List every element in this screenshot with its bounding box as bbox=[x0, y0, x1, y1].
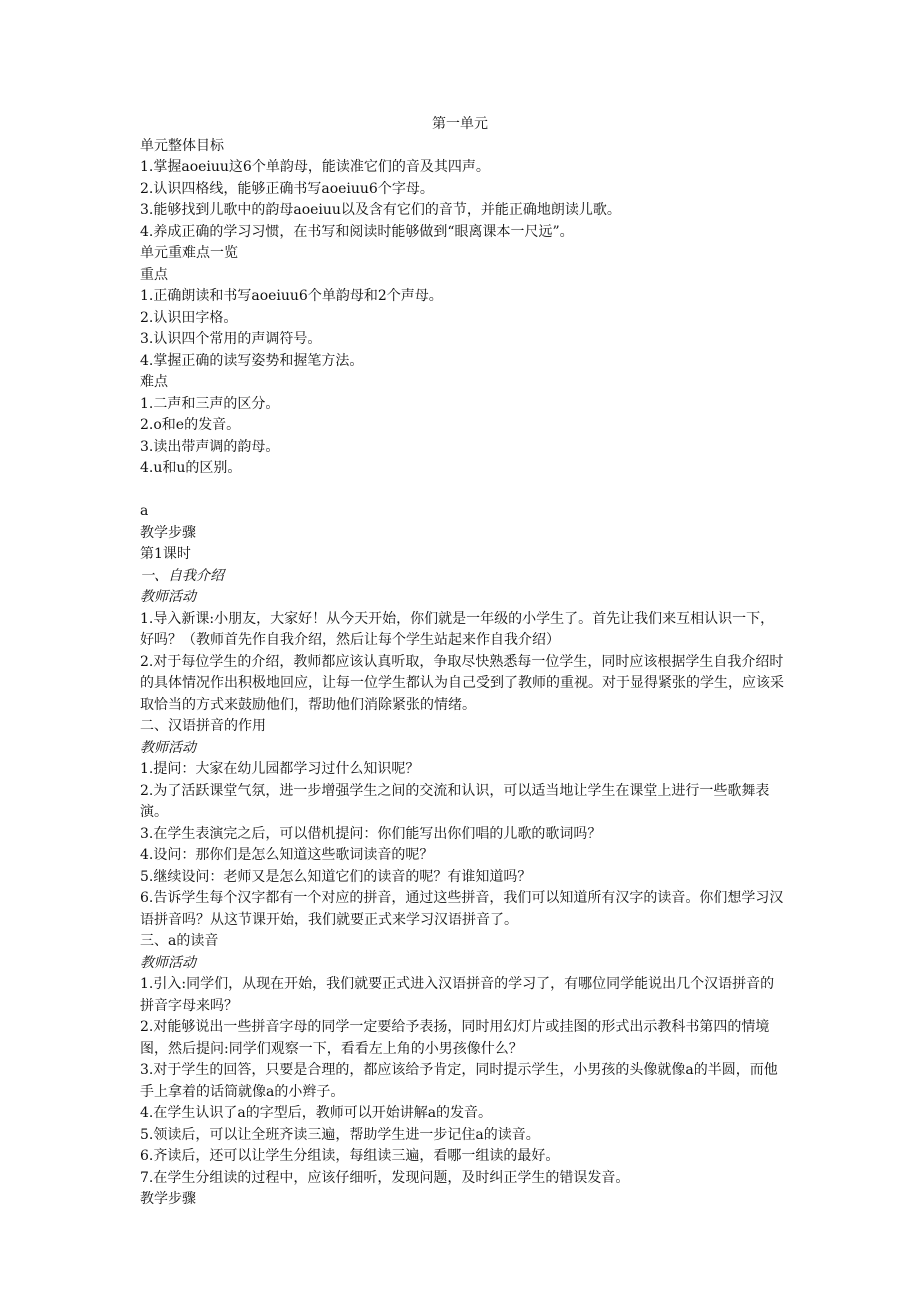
period-heading: 第1课时 bbox=[140, 546, 191, 562]
activity-label: 教师活动 bbox=[140, 739, 196, 756]
focus-item: 3.认识四个常用的声调符号。 bbox=[140, 331, 322, 347]
activity-item: 1.导入新课:小朋友，大家好！从今天开始，你们就是一年级的小学生了。首先让我们来互相认识一下，好吗？（教师首先作自我介绍，然后让每个学生站起来作自我介绍） bbox=[140, 610, 775, 648]
focus-item: 2.认识田字格。 bbox=[140, 309, 238, 326]
unit-goal-item: 1.掌握aoeiuu这6个单韵母，能读准它们的音及其四声。 bbox=[140, 159, 490, 175]
section-heading: 三、a的读音 bbox=[140, 933, 219, 949]
activity-label: 教师活动 bbox=[140, 954, 196, 971]
blank-line bbox=[140, 480, 788, 502]
unit-goals-heading: 单元整体目标 bbox=[140, 137, 224, 154]
focus-heading: 重点 bbox=[140, 266, 168, 283]
document-page bbox=[140, 114, 788, 1211]
section-heading: 二、汉语拼音的作用 bbox=[140, 718, 266, 734]
lesson-part-a-sound bbox=[140, 931, 788, 1189]
activity-item: 3.对于学生的回答，只要是合理的，都应该给予肯定，同时提示学生，小男孩的头像就像a的半圆，而他手上拿着的话筒就像a的小辫子。 bbox=[140, 1062, 778, 1100]
unit-goal-item: 3.能够找到儿歌中的韵母aoeiuu以及含有它们的音节，并能正确地朗读儿歌。 bbox=[140, 202, 621, 218]
difficulty-item: 4.u和u的区别。 bbox=[140, 460, 242, 476]
unit-goal-item: 2.认识四格线，能够正确书写aoeiuu6个字母。 bbox=[140, 180, 434, 197]
activity-item: 1.提问：大家在幼儿园都学习过什么知识呢？ bbox=[140, 761, 420, 777]
activity-item: 4.在学生认识了a的字型后，教师可以开始讲解a的发音。 bbox=[140, 1105, 493, 1121]
difficulty-item: 2.o和e的发音。 bbox=[140, 417, 241, 433]
difficulty-item: 3.读出带声调的韵母。 bbox=[140, 438, 280, 455]
activity-item: 6.齐读后，还可以让学生分组读，每组读三遍，看哪一组读的最好。 bbox=[140, 1148, 560, 1164]
activity-label: 教师活动 bbox=[140, 589, 196, 605]
unit-goals-section bbox=[140, 136, 788, 244]
document-title: 第一单元 bbox=[432, 116, 488, 132]
activity-item: 6.告诉学生每个汉字都有一个对应的拼音，通过这些拼音，我们可以知道所有汉字的读音。你们想学习汉语拼音吗？从这节课开始，我们就要正式来学习汉语拼音了。 bbox=[140, 890, 784, 928]
key-points-heading: 单元重难点一览 bbox=[140, 245, 238, 261]
lesson-section bbox=[140, 501, 788, 1211]
activity-item: 7.在学生分组读的过程中，应该仔细听，发现问题，及时纠正学生的错误发音。 bbox=[140, 1169, 630, 1186]
lesson-part-pinyin-role bbox=[140, 716, 788, 931]
unit-goal-item: 4.养成正确的学习习惯，在书写和阅读时能够做到“眼离课本一尺远”。 bbox=[140, 223, 574, 240]
focus-item: 4.掌握正确的读写姿势和握笔方法。 bbox=[140, 352, 364, 369]
difficulty-heading: 难点 bbox=[140, 374, 168, 390]
activity-item: 2.为了活跃课堂气氛，进一步增强学生之间的交流和认识，可以适当地让学生在课堂上进行一些歌舞表演。 bbox=[140, 782, 770, 820]
focus-item: 1.正确朗读和书写aoeiuu6个单韵母和2个声母。 bbox=[140, 288, 443, 304]
activity-item: 4.设问：那你们是怎么知道这些歌词读音的呢？ bbox=[140, 847, 434, 863]
activity-item: 2.对于每位学生的介绍，教师都应该认真听取，争取尽快熟悉每一位学生，同时应该根据学生自我介绍时的具体情况作出积极地回应，让每一位学生都认为自己受到了教师的重视。对于显得紧张的学生，应该采取恰当的方式来鼓励他们，帮助他们消除紧张的情绪。 bbox=[140, 653, 784, 713]
closing-steps-heading: 教学步骤 bbox=[140, 1191, 196, 1207]
key-points-section bbox=[140, 243, 788, 480]
lesson-part-intro bbox=[140, 566, 788, 717]
activity-item: 5.领读后，可以让全班齐读三遍，帮助学生进一步记住a的读音。 bbox=[140, 1126, 540, 1143]
activity-item: 1.引入:同学们，从现在开始，我们就要正式进入汉语拼音的学习了，有哪位同学能说出几个汉语拼音的拼音字母来吗？ bbox=[140, 976, 775, 1014]
section-heading: 一、自我介绍 bbox=[140, 567, 224, 584]
steps-heading: 教学步骤 bbox=[140, 524, 196, 541]
activity-item: 3.在学生表演完之后，可以借机提问：你们能写出你们唱的儿歌的歌词吗？ bbox=[140, 825, 602, 842]
activity-item: 5.继续设问：老师又是怎么知道它们的读音的呢？有谁知道吗？ bbox=[140, 868, 532, 885]
lesson-letter: a bbox=[140, 503, 149, 519]
activity-item: 2.对能够说出一些拼音字母的同学一定要给予表扬，同时用幻灯片或挂图的形式出示教科书第四的情境图，然后提问:同学们观察一下，看看左上角的小男孩像什么？ bbox=[140, 1019, 770, 1057]
difficulty-item: 1.二声和三声的区分。 bbox=[140, 395, 280, 412]
